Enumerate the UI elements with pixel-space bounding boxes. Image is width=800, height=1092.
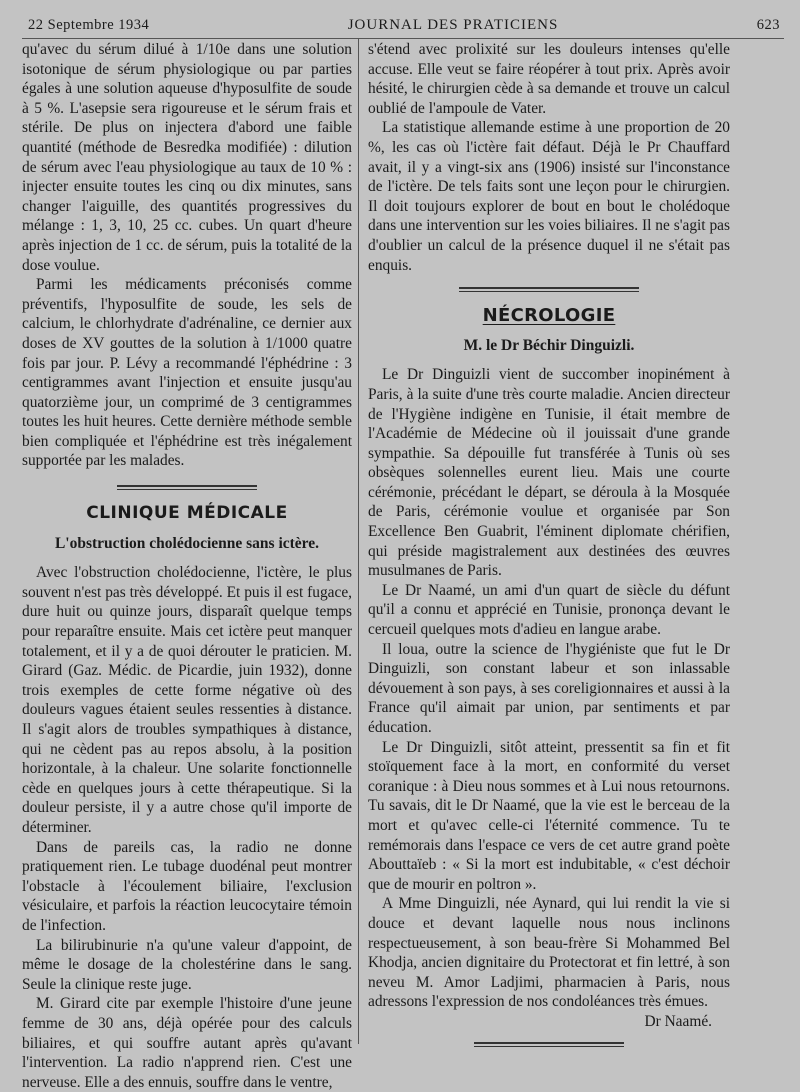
column-divider <box>358 38 359 1044</box>
article-title: M. le Dr Béchir Dinguizli. <box>463 336 635 354</box>
paragraph: Le Dr Naamé, un ami d'un quart de siècle du défunt qu'il a connu et apprécié en Tunisie, prononça devant le cercueil quelques mots d'adieu en langue arabe. <box>368 581 730 639</box>
page-header <box>28 14 780 36</box>
left-column <box>22 40 352 1092</box>
paragraph: Il loua, outre la science de l'hygiéniste que fut le Dr Dinguizli, son constant labeur et son inlassable dévouement à son pays, à ses coreligionnaires et aussi à la France qu'il aimait par union, par sentiments et par éducation. <box>368 640 730 736</box>
header-date: 22 Septembre 1934 <box>28 16 150 33</box>
paragraph: Avec l'obstruction cholédocienne, l'ictère, le plus souvent n'est pas très développé. Et puis il est fugace, dure huit ou quinze jours, disparaît quelque temps pour reparaître ensuite. Mais cet ictère peut manquer totalement, et il y a de quoi dérouter le praticien. M. Girard (Gaz. Médic. de Picardie, juin 1932), donne trois exemples de cette forme négative où des douleurs vagues étaient seules ressenties à distance. Il s'agit alors de troubles sympathiques à distance, qui ne cèdent pas au repos absolu, à la position horizontale, à la chaleur. Une solarite fonctionnelle cède en quelques jours à cette thérapeutique. Si la douleur persiste, il y a autre chose qu'il importe de déterminer. <box>22 564 352 836</box>
section-title-clinique: CLINIQUE MÉDICALE <box>86 503 288 524</box>
end-rule <box>474 1042 624 1047</box>
paragraph: La statistique allemande estime à une proportion de 20 %, les cas où l'ictère fait défaut. Déjà le Pr Chauffard avait, il y a vingt-six ans (1906) insisté sur l'inconstance de l'ictère. De tels faits sont une leçon pour le chirurgien. Il doit toujours explorer de bout en bout le cholédoque dans une intervention sur les voies biliaires. Il ne s'agit pas d'oublier un calcul de la présence duquel il ne s'était pas enquis. <box>368 119 730 274</box>
section-rule <box>459 287 639 292</box>
paragraph: Le Dr Dinguizli, sitôt atteint, pressentit sa fin et fit stoïquement face à la mort, en conformité du verset coranique : à Dieu nous sommes et à Lui nous retournons. Tu savais, dit le Dr Naamé, que la vie est le berceau de la mort et qu'avec celle-ci l'éternité commence. Tu te remémorais dans l'espace ce vers de cet autre grand poète Abouttaïeb : « Si la mort est indubitable, « c'est déchoir que de mourir en poltron ». <box>368 738 730 893</box>
paragraph: qu'avec du sérum dilué à 1/10e dans une solution isotonique de sérum physiologique ou par parties égales à une solution aqueuse d'hyposulfite de soude à 5 %. L'asepsie sera rigoureuse et le sérum frais et stérile. De plus on injectera d'abord une faible quantité (méthode de Besredka modifiée) : dilution de sérum avec l'eau physiologique au taux de 10 % : injecter ensuite toutes les cinq ou dix minutes, sans changer l'aiguille, des quantités progressives du mélange : 1, 3, 10, 25 cc. cubes. Un quart d'heure après injection de 1 cc. de sérum, puis la totalité de la dose voulue. <box>22 41 352 274</box>
paragraph: A Mme Dinguizli, née Aynard, qui lui rendit la vie si douce et devant laquelle nous nous inclinons respectueusement, à son beau-frère Si Mohammed Bel Khodja, ancien dignitaire du Protectorat et fin lettré, à son neveu M. Amor Ladjimi, pharmacien à Paris, nous adressons l'expression de nos condoléances très émues. <box>368 895 730 1011</box>
header-rule <box>22 38 784 39</box>
paragraph: La bilirubinurie n'a qu'une valeur d'appoint, de même le dosage de la cholestérine dans le sang. Seule la clinique reste juge. <box>22 936 352 993</box>
paragraph: Le Dr Dinguizli vient de succomber inopinément à Paris, à la suite d'une très courte maladie. Ancien directeur de l'Hygiène indigène en Tunisie, il était membre de l'Académie de Médecine où il jouissait d'une grande sympathie. Sa dépouille fut transférée à Tunis où ses obsèques solennelles eurent lieu. Mais une courte cérémonie, précédant le départ, se déroula à la Mosquée de Paris, cérémonie voulue et organisée par Son Excellence Ben Guabrit, l'éminent diplomate chérifien, qui préside magistralement aux destinées des œuvres musulmanes de Paris. <box>368 366 730 580</box>
paragraph: Dans de pareils cas, la radio ne donne pratiquement rien. Le tubage duodénal peut montrer l'obstacle à l'écoulement biliaire, l'exclusion vésiculaire, et parfois la réaction leucocytaire témoin de l'infection. <box>22 838 352 934</box>
paragraph: M. Girard cite par exemple l'histoire d'une jeune femme de 30 ans, déjà opérée pour des calculs biliaires, et qui souffre autant après qu'avant l'intervention. La radio n'apprend rien. C'est une nerveuse. Elle a des ennuis, souffre dans le ventre, <box>22 995 352 1091</box>
article-title: L'obstruction cholédocienne sans ictère. <box>54 534 320 552</box>
section-rule <box>117 485 257 490</box>
header-page-number: 623 <box>756 16 780 33</box>
paragraph: s'étend avec prolixité sur les douleurs intenses qu'elle accuse. Elle veut se faire réopérer à tout prix. Après avoir hésité, le chirurgien cède à sa demande et trouve un calcul oublié de l'ampoule de Vater. <box>368 41 730 117</box>
section-title-necrologie: NÉCROLOGIE <box>482 305 616 327</box>
right-column <box>368 40 730 1047</box>
signature: Dr Naamé. <box>644 1012 712 1030</box>
header-journal-title: JOURNAL DES PRATICIENS <box>347 16 559 33</box>
paragraph: Parmi les médicaments préconisés comme préventifs, l'hyposulfite de soude, les sels de calcium, le chlorhydrate d'adrénaline, ce dernier aux doses de XV gouttes de la solution à 1/1000 quatre fois par jour. P. Lévy a recommandé l'éphédrine : 3 centigrammes avant l'injection et ensuite jusqu'au quatorzième jour, un comprimé de 3 centigrammes toutes les huit heures. Cette dernière méthode semble bien compliquée et l'éphédrine est très inégalement supportée par les malades. <box>22 276 352 470</box>
